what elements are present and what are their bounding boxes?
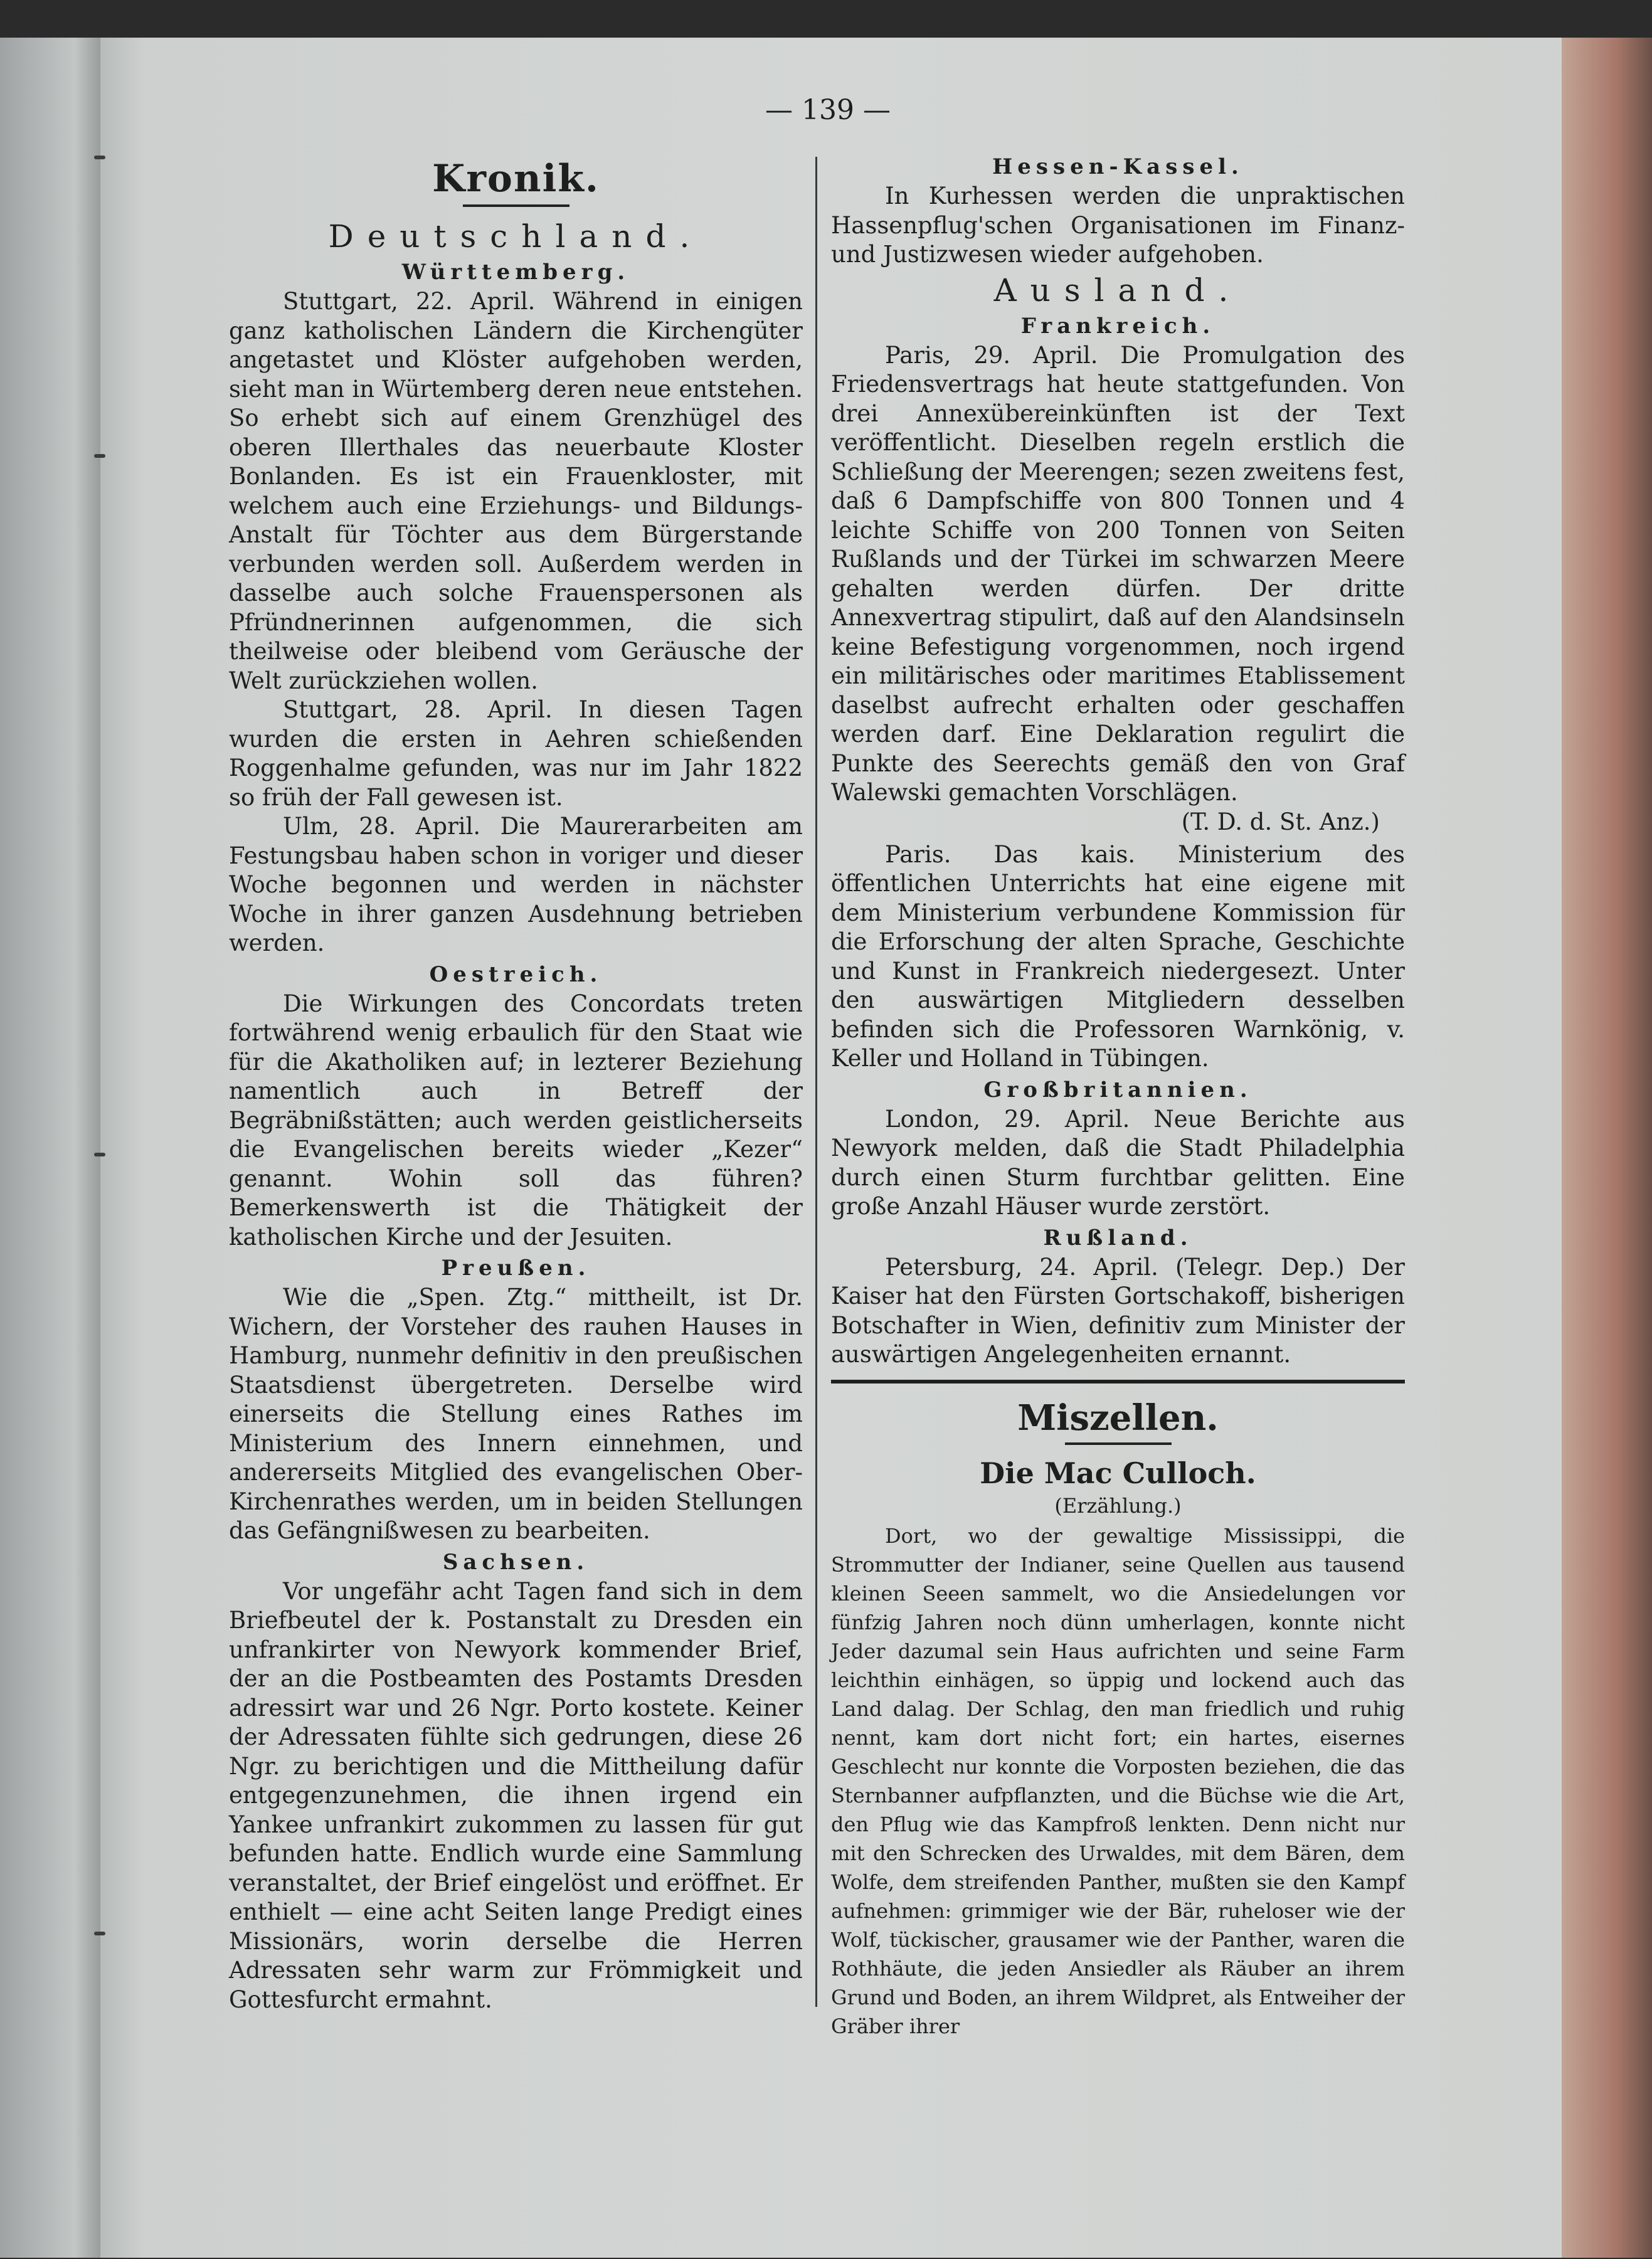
article-ulm: Ulm, 28. April. Die Maurerarbeiten am Festungsbau haben schon in voriger und dieser Woche begonnen und werden in nächster Woche in ihrer ganzen Ausdehnung betrieben werden. — [229, 813, 803, 956]
article-sachsen: Vor ungefähr acht Tagen fand sich in dem Briefbeutel der k. Postanstalt zu Dresden ein unfrankirter von Newyork kommender Brief, der an die Postbeamten des Postamts Dresden adressirt war und 26 Ngr. Porto kostete. Keiner der Adressaten fühlte sich gedrungen, diese 26 Ngr. zu berichtigen und die Mittheilung dafür entgegenzunehmen, die ihnen irgend ein Yankee unfrankirt zukommen zu lassen für gut befunden hatte. Endlich wurde eine Sammlung veranstaltet, der Brief eingelöst und eröffnet. Er enthielt — eine acht Seiten lange Predigt eines Missionärs, worin derselbe die Herren Adressaten sehr warm zur Frömmigkeit und Gottesfurcht ermahnt. — [229, 1577, 803, 2013]
story-subtitle: (Erzählung.) — [1054, 1493, 1182, 1518]
right-column — [831, 151, 1405, 2041]
title-rule — [463, 204, 569, 207]
section-title-kronik: Kronik. — [432, 157, 600, 201]
binding-mark — [94, 1932, 105, 1935]
article-paris-ministerium: Paris. Das kais. Ministerium des öffentlichen Unterrichts hat eine eigene mit dem Ministerium verbundene Kommission für die Erforschung der alten Sprache, Geschichte und Kunst in Frankreich niedergesezt. Unter den auswärtigen Mitgliedern desselben befinden sich die Professoren Warnkönig, v. Keller und Holland in Tübingen. — [831, 840, 1405, 1072]
heading-frankreich: Frankreich. — [1020, 313, 1215, 339]
story-title: Die Mac Culloch. — [980, 1456, 1256, 1490]
article-source: (T. D. d. St. Anz.) — [1181, 808, 1380, 835]
heading-deutschland: Deutschland. — [328, 218, 704, 255]
binding-mark — [94, 1153, 105, 1156]
title-rule — [1065, 1442, 1172, 1445]
article-preussen: Wie die „Spen. Ztg.“ mittheilt, ist Dr. Wichern, der Vorsteher des rauhen Hauses in Hamburg, nunmehr definitiv in den preußischen Staatsdienst übergetreten. Derselbe wird einerseits die Stellung eines Rathes im Ministerium des Innern einnehmen, und andererseits Mitglied des evangelischen Ober-Kirchenrathes werden, um in beiden Stellungen das Gefängnißwesen zu bearbeiten. — [229, 1284, 803, 1544]
binding-mark — [94, 454, 105, 458]
page-number: — 139 — — [765, 94, 891, 126]
facing-page — [0, 38, 107, 2258]
left-column — [229, 151, 803, 2014]
heading-oestreich: Oestreich. — [429, 961, 603, 987]
column-divider — [815, 157, 817, 2007]
heading-hessen-kassel: Hessen-Kassel. — [992, 154, 1244, 179]
section-divider — [831, 1380, 1405, 1383]
book-edge — [1562, 38, 1652, 2258]
heading-wuerttemberg: Württemberg. — [401, 260, 630, 285]
story-text: Dort, wo der gewaltige Mississippi, die Strommutter der Indianer, seine Quellen aus tausend kleinen Seeen sammelt, wo die Ansiedelungen vor fünfzig Jahren noch dünn umherlagen, konnte nicht Jeder dazumal sein Haus aufrichten und seine Farm leichthin einhägen, so üppig und lockend auch das Land dalag. Der Schlag, den man friedlich und ruhig nennt, kam dort nicht fort; ein hartes, eisernes Geschlecht nur konnte die Vorposten beziehen, die das Sternbanner aufpflanzten, und die Büchse wie die Art, den Pflug wie das Kampfroß lenkten. Denn nicht nur mit den Schrecken des Urwaldes, mit dem Bären, dem Wolfe, dem streifenden Panther, mußten sie den Kampf aufnehmen: grimmiger wie der Bär, ruheloser wie der Wolf, tückischer, grausamer wie der Panther, waren die Rothhäute, die jeden Ansiedler als Räuber an ihrem Grund und Boden, an ihrem Wildpret, als Entweiher der Gräber ihrer — [831, 1523, 1405, 2038]
article-petersburg: Petersburg, 24. April. (Telegr. Dep.) Der Kaiser hat den Fürsten Gortschakoff, bisherigen Botschafter in Wien, definitiv zum Minister der auswärtigen Angelegenheiten ernannt. — [831, 1253, 1405, 1368]
binding-mark — [94, 156, 105, 159]
heading-russland: Rußland. — [1043, 1225, 1193, 1251]
article-stuttgart-28: Stuttgart, 28. April. In diesen Tagen wurden die ersten in Aehren schießenden Roggenhalme gefunden, was nur im Jahr 1822 so früh der Fall gewesen ist. — [229, 696, 803, 811]
heading-sachsen: Sachsen. — [442, 1549, 590, 1575]
article-paris-29: Paris, 29. April. Die Promulgation des Friedensvertrags hat heute stattgefunden. Von drei Annexübereinkünften ist der Text veröffentlicht. Dieselben regeln erstlich die Schließung der Meerengen; sezen zweitens fest, daß 6 Dampfschiffe von 800 Tonnen und 4 leichte Schiffe von 200 Tonnen von Seiten Rußlands und der Türkei im schwarzen Meere gehalten werden dürfen. Der dritte Annexvertrag stipulirt, daß auf den Alandsinseln keine Befestigung vorgenommen, noch irgend ein militärisches oder maritimes Etablissement daselbst aufrecht erhalten oder geschaffen werden darf. Eine Deklaration regulirt die Punkte des Seerechts gemäß den von Graf Walewski gemachten Vorschlägen. — [831, 341, 1405, 806]
article-stuttgart-22: Stuttgart, 22. April. Während in einigen ganz katholischen Ländern die Kirchengüter angetastet und Klöster aufgehoben werden, sieht man in Würtemberg deren neue entstehen. So erhebt sich auf einem Grenzhügel des oberen Illerthales das neuerbaute Kloster Bonlanden. Es ist ein Frauenkloster, mit welchem auch eine Erziehungs- und Bildungs-Anstalt für Töchter aus dem Bürgerstande verbunden werden soll. Außerdem werden in dasselbe auch solche Frauenspersonen als Pfründnerinnen aufgenommen, die sich theilweise oder bleibend vom Geräusche der Welt zurückziehen wollen. — [229, 288, 803, 694]
article-london: London, 29. April. Neue Berichte aus Newyork melden, daß die Stadt Philadelphia durch einen Sturm furchtbar gelitten. Eine große Anzahl Häuser wurde zerstört. — [831, 1105, 1405, 1220]
heading-preussen: Preußen. — [441, 1256, 591, 1281]
article-kurhessen: In Kurhessen werden die unpraktischen Hassenpflug'schen Organisationen im Finanz- und Justizwesen wieder aufgehoben. — [831, 183, 1405, 268]
heading-ausland: Ausland. — [993, 272, 1242, 309]
section-title-miszellen: Miszellen. — [1017, 1397, 1219, 1439]
heading-grossbritannien: Großbritannien. — [983, 1077, 1252, 1103]
article-oestreich: Die Wirkungen des Concordats treten fortwährend wenig erbaulich für den Staat wie für die Akatholiken auf; in lezterer Beziehung namentlich auch in Betreff der Begräbnißstätten; auch werden geistlicherseits die Evangelischen bereits wieder „Kezer“ genannt. Wohin soll das führen? Bemerkenswerth ist die Thätigkeit der katholischen Kirche und der Jesuiten. — [229, 990, 803, 1251]
